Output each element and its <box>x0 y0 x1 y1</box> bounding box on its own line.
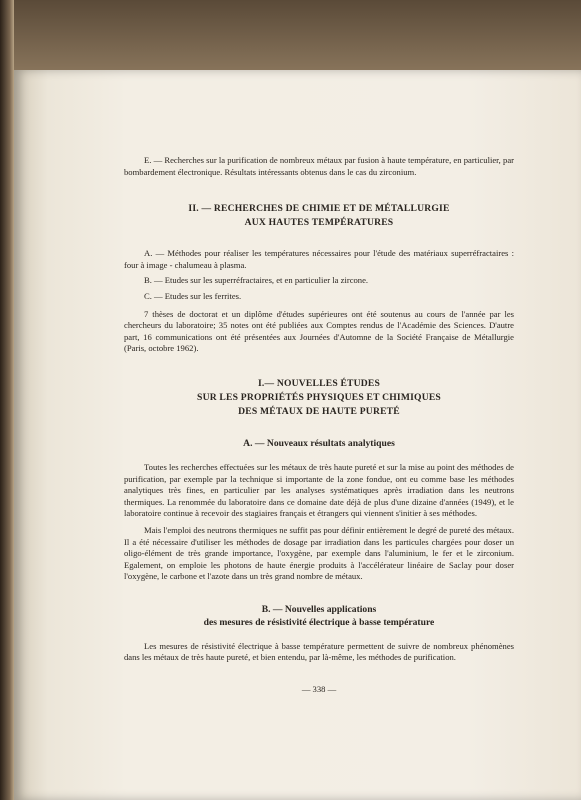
paragraph-mesures: Les mesures de résistivité électrique à basse température permettent de suivre de nombreux phénomènes dans les métaux de très haute pureté, et bien entendu, par là-même, les méthodes de purification. <box>124 640 514 663</box>
paragraph-toutes: Toutes les recherches effectuées sur les métaux de très haute pureté et sur la mise au point des méthodes de purification, par exemple par la technique si importante de la zone fondue, ont eu comme base les méthodes analytiques très fines, en particulier par les analyses systématiques après irradiation dans les neutrons thermiques. La renommée du laboratoire dans ce domaine date déjà de plus d'une dizaine d'années (1949), et le laboratoire continue à recevoir des stagiaires français et étrangers qui viennent s'initier à ses méthodes. <box>124 461 514 519</box>
section-2-title-line-2: AUX HAUTES TEMPÉRATURES <box>244 217 394 229</box>
paragraph-e: E. — Recherches sur la purification de nombreux métaux par fusion à haute température, en particulier, par bombardement électronique. Résultats intéressants obtenus dans le cas du zirconium. <box>124 155 514 177</box>
item-c: C. — Etudes sur les ferrites. <box>144 290 242 301</box>
section-1-title <box>124 377 514 419</box>
paragraph-theses: 7 thèses de doctorat et un diplôme d'études supérieures ont été soutenus au cours de l'année par les chercheurs du laboratoire; 35 notes ont été publiées aux Comptes rendus de l'Académie des Sciences. D'autre part, 16 communications ont été présentées aux Journées d'Automne de la Société Française de Métallurgie (Paris, octobre 1962). <box>124 308 514 354</box>
paragraph-mais: Mais l'emploi des neutrons thermiques ne suffit pas pour définir entièrement le degré de pureté des métaux. Il a été nécessaire d'utiliser les méthodes de dosage par irradiation dans les particules chargées pour doser un oligo-élément de très grande importance, l'oxygène, par exemple dans l'aluminium, le fer et le zirconium. Egalement, on emploie les photons de haute énergie produits à l'accélérateur linéaire de Saclay pour doser l'oxygène, le carbone et l'azote dans un très grand nombre de métaux. <box>124 524 514 582</box>
section-1-title-line-1: I.— NOUVELLES ÉTUDES <box>257 377 381 389</box>
item-a: A. — Méthodes pour réaliser les températures nécessaires pour l'étude des matériaux superréfractaires : four à image - chalumeau à plasma. <box>124 248 514 270</box>
book-binding <box>0 0 14 800</box>
section-1-title-line-2: SUR LES PROPRIÉTÉS PHYSIQUES ET CHIMIQUES <box>197 391 441 403</box>
section-1-title-line-3: DES MÉTAUX DE HAUTE PURETÉ <box>238 405 400 417</box>
page-top-shadow <box>14 0 581 70</box>
item-b: B. — Etudes sur les superréfractaires, et en particulier la zircone. <box>144 275 369 286</box>
subsection-b-title-line-1: B. — Nouvelles applications <box>261 603 377 615</box>
page-number: — 338 — <box>301 684 337 695</box>
subsection-b-title <box>124 603 514 629</box>
subsection-b-title-line-2: des mesures de résistivité électrique à basse température <box>203 616 435 628</box>
section-2-title <box>124 202 514 230</box>
section-2-title-line-1: II. — RECHERCHES DE CHIMIE ET DE MÉTALLURGIE <box>188 203 450 215</box>
subsection-a-title: A. — Nouveaux résultats analytiques <box>243 437 395 449</box>
page-content <box>124 155 514 696</box>
